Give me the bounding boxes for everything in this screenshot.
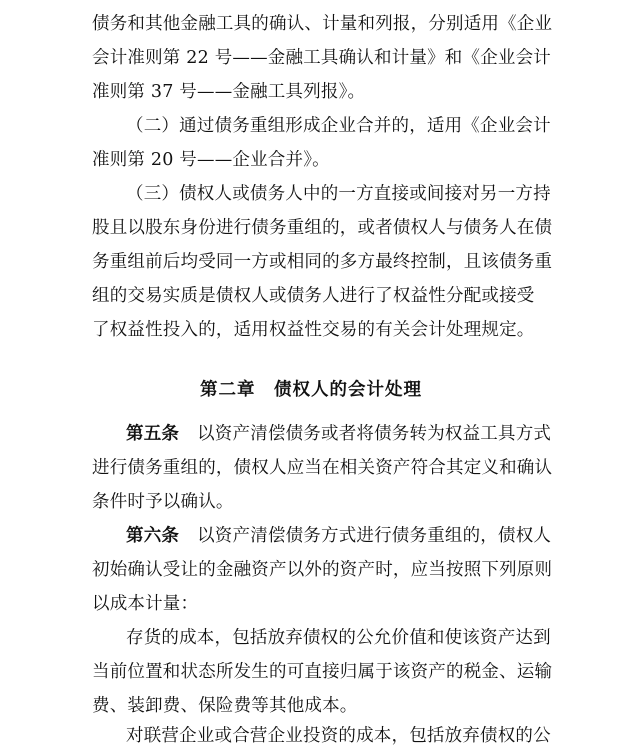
paragraph-line: 条件时予以确认。 xyxy=(92,492,234,512)
article-5-text: 以资产清偿债务或者将债务转为权益工具方式 xyxy=(197,424,552,444)
paragraph-line: （三）债权人或债务人中的一方直接或间接对另一方持 xyxy=(126,184,551,204)
paragraph-line: 准则第 20 号——企业合并》。 xyxy=(92,150,330,170)
paragraph-line: 了权益性投入的，适用权益性交易的有关会计处理规定。 xyxy=(92,320,535,340)
paragraph-line: 务重组前后均受同一方或相同的多方最终控制，且该债务重 xyxy=(92,252,553,272)
paragraph-line: 费、装卸费、保险费等其他成本。 xyxy=(92,696,358,716)
paragraph-line: 债务和其他金融工具的确认、计量和列报，分别适用《企业 xyxy=(92,14,553,34)
article-5-label: 第五条 xyxy=(126,424,180,444)
paragraph-line: 进行债务重组的，债权人应当在相关资产符合其定义和确认 xyxy=(92,458,553,478)
article-6-text: 以资产清偿债务方式进行债务重组的，债权人 xyxy=(197,526,552,546)
chapter-heading: 第二章 债权人的会计处理 xyxy=(200,380,422,400)
paragraph-line: 当前位置和状态所发生的可直接归属于该资产的税金、运输 xyxy=(92,662,553,682)
paragraph-line: 会计准则第 22 号——金融工具确认和计量》和《企业会计 xyxy=(92,48,551,68)
paragraph-line: 初始确认受让的金融资产以外的资产时，应当按照下列原则 xyxy=(92,560,553,580)
article-5-first-line xyxy=(126,422,552,446)
paragraph-line: 对联营企业或合营企业投资的成本，包括放弃债权的公 xyxy=(126,726,551,746)
paragraph-line: 以成本计量： xyxy=(92,594,199,614)
paragraph-line: （二）通过债务重组形成企业合并的，适用《企业会计 xyxy=(126,116,551,136)
paragraph-line: 组的交易实质是债权人或债务人进行了权益性分配或接受 xyxy=(92,286,535,306)
article-6-label: 第六条 xyxy=(126,526,180,546)
paragraph-line: 存货的成本，包括放弃债权的公允价值和使该资产达到 xyxy=(126,628,551,648)
paragraph-line: 准则第 37 号——金融工具列报》。 xyxy=(92,82,366,102)
paragraph-line: 股且以股东身份进行债务重组的，或者债权人与债务人在债 xyxy=(92,218,553,238)
article-6-first-line xyxy=(126,524,552,548)
